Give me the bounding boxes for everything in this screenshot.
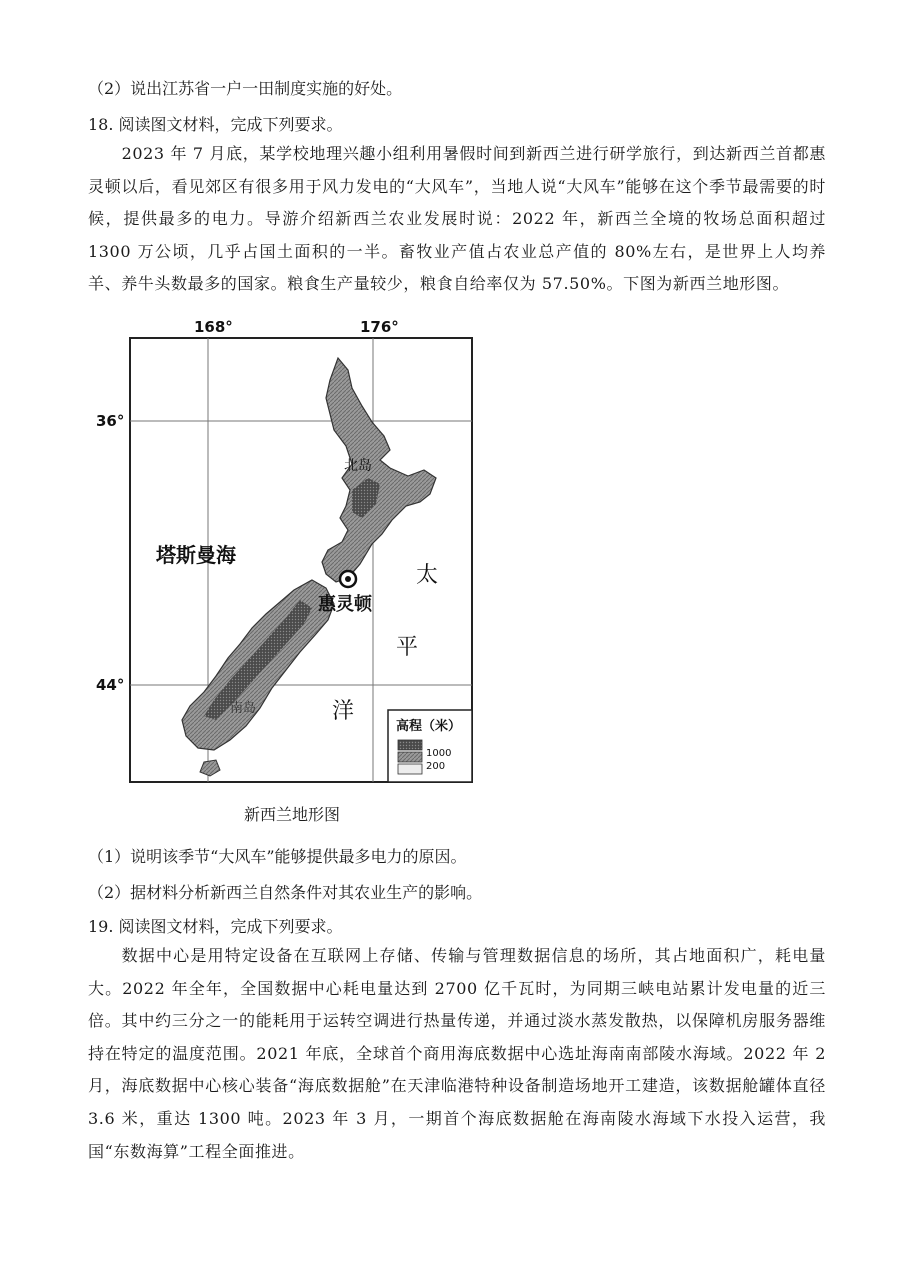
q19-material-paragraph: 数据中心是用特定设备在互联网上存储、传输与管理数据信息的场所，其占地面积广，耗电量大。2022 年全年，全国数据中心耗电量达到 2700 亿千瓦时，为同期三峡电站累计发电量的近三倍。其中约三分之一的能耗用于运转空调进行热量传递，并通过淡水蒸发散热，以保障机房服务器维持在特定的温度范围。2021 年底，全球首个商用海底数据中心选址海南南部陵水海域。2022 年 2 月，海底数据中心核心装备“海底数据舱”在天津临港特种设备制造场地开工建造，该数据舱罐体直径 3.6 米，重达 1300 吨。2023 年 3 月，一期首个海底数据舱在海南陵水海域下水投入运营，我国“东数海算”工程全面推进。	[88, 946, 826, 1161]
new-zealand-topographic-map	[90, 318, 490, 793]
q18-sub-question-2: （2）据材料分析新西兰自然条件对其农业生产的影响。	[88, 883, 483, 902]
legend-value-200: 200	[426, 761, 446, 772]
longitude-176-label: 176°	[360, 318, 399, 336]
legend-swatch-low	[398, 764, 422, 774]
q18-sub-question-1: （1）说明该季节“大风车”能够提供最多电力的原因。	[88, 847, 467, 866]
q18-material-paragraph: 2023 年 7 月底，某学校地理兴趣小组利用暑假时间到新西兰进行研学旅行，到达新西兰首都惠灵顿以后，看见郊区有很多用于风力发电的“大风车”，当地人说“大风车”能够在这个季节最需要的时候，提供最多的电力。导游介绍新西兰农业发展时说：2022 年，新西兰全境的牧场总面积超过 1300 万公顷，几乎占国土面积的一半。畜牧业产值占农业总产值的 80%左右，是世界上人均养羊、养牛头数最多的国家。粮食生产量较少，粮食自给率仅为 57.50%。下图为新西兰地形图。	[88, 144, 826, 294]
tasman-sea-label: 塔斯曼海	[156, 543, 236, 567]
q18-heading: 18. 阅读图文材料，完成下列要求。	[88, 115, 343, 134]
latitude-36-label: 36°	[96, 412, 125, 430]
legend-swatch-mid	[398, 752, 422, 762]
north-island-label: 北岛	[344, 458, 372, 474]
q19-heading: 19. 阅读图文材料，完成下列要求。	[88, 917, 343, 936]
wellington-label: 惠灵顿	[318, 594, 372, 615]
pacific-ocean-label-3: 洋	[332, 699, 355, 724]
pacific-ocean-label-2: 平	[396, 635, 419, 660]
q17-sub-question-2: （2）说出江苏省一户一田制度实施的好处。	[88, 79, 403, 98]
pacific-ocean-label-1: 太	[416, 563, 439, 588]
latitude-44-label: 44°	[96, 676, 125, 694]
longitude-168-label: 168°	[194, 318, 233, 336]
elevation-legend	[388, 710, 472, 782]
legend-title: 高程（米）	[396, 719, 462, 734]
south-island-label: 南岛	[230, 701, 257, 716]
legend-swatch-high	[398, 740, 422, 750]
legend-value-1000: 1000	[426, 748, 452, 759]
map-caption: 新西兰地形图	[244, 805, 341, 824]
